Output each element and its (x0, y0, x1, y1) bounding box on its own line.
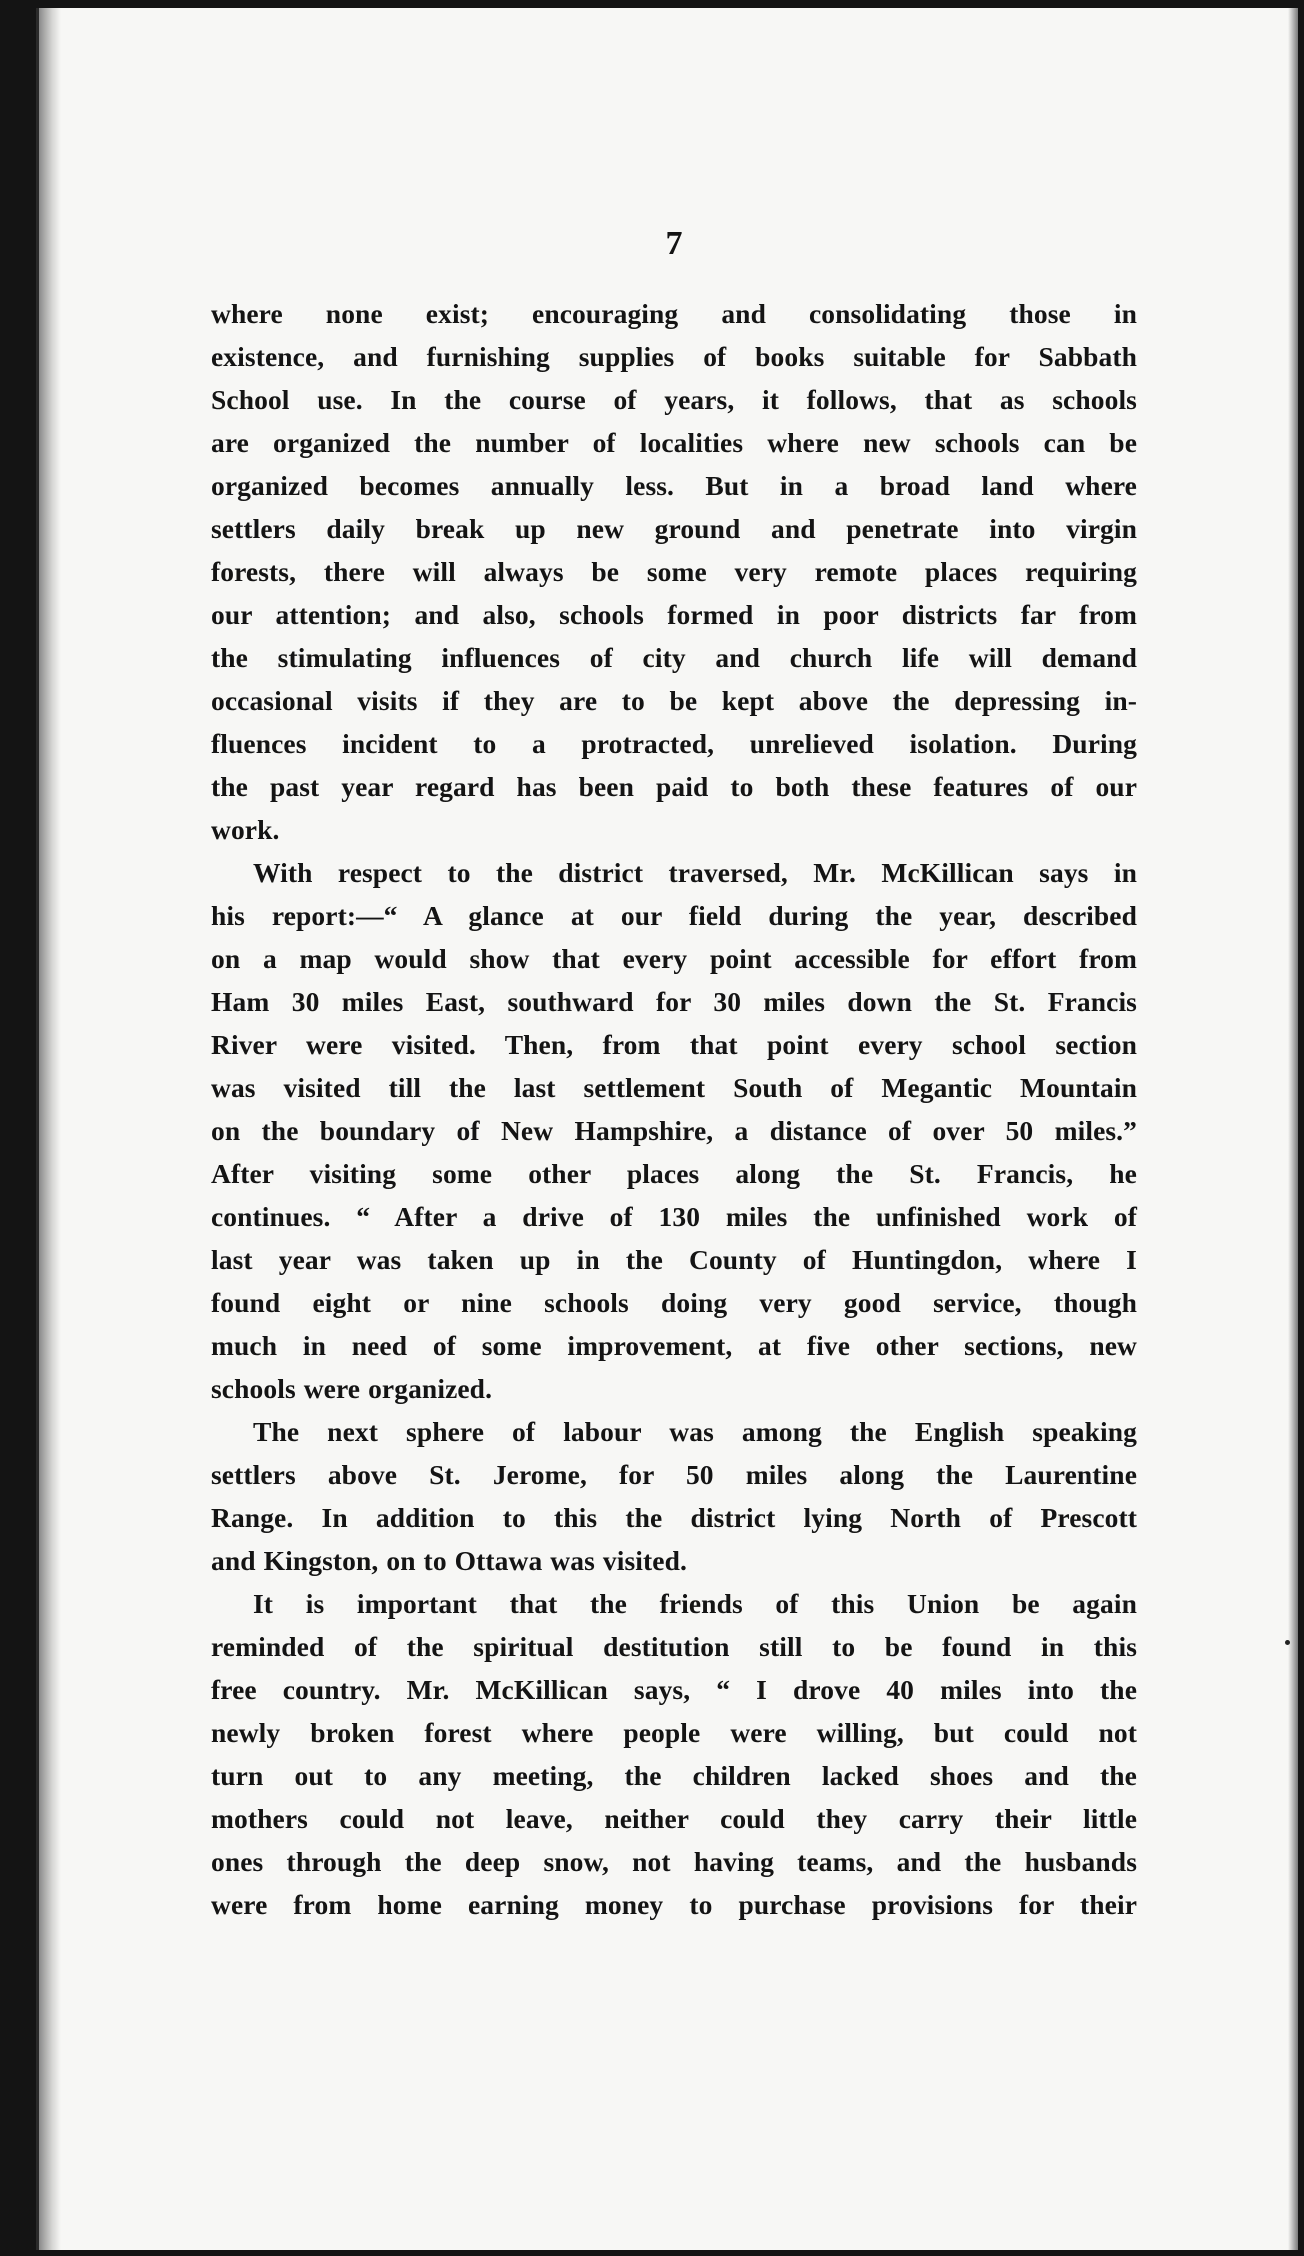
text-line: last year was taken up in the County of Huntingdon, where I (211, 1244, 1137, 1275)
text-line: River were visited. Then, from that point every school section (211, 1029, 1137, 1060)
text-line: Range. In addition to this the district lying North of Prescott (211, 1502, 1137, 1533)
text-line: forests, there will always be some very remote places requiring (211, 556, 1137, 587)
book-page (36, 8, 1298, 2250)
text-line: School use. In the course of years, it follows, that as schools (211, 384, 1137, 415)
text-line: turn out to any meeting, the children lacked shoes and the (211, 1760, 1137, 1791)
text-line: organized becomes annually less. But in a broad land where (211, 470, 1137, 501)
ink-speck (1285, 1640, 1290, 1645)
text-line: settlers above St. Jerome, for 50 miles along the Laurentine (211, 1459, 1137, 1490)
text-line: much in need of some improvement, at five other sections, new (211, 1330, 1137, 1361)
text-line: are organized the number of localities where new schools can be (211, 427, 1137, 458)
paragraph (211, 1582, 1137, 1926)
paragraph (211, 851, 1137, 1410)
text-line: were from home earning money to purchase provisions for their (211, 1889, 1137, 1920)
text-line: where none exist; encouraging and consolidating those in (211, 298, 1137, 329)
text-line: mothers could not leave, neither could they carry their little (211, 1803, 1137, 1834)
text-line: existence, and furnishing supplies of books suitable for Sabbath (211, 341, 1137, 372)
text-line: settlers daily break up new ground and penetrate into virgin (211, 513, 1137, 544)
text-line: Ham 30 miles East, southward for 30 miles down the St. Francis (211, 986, 1137, 1017)
text-line: reminded of the spiritual destitution still to be found in this (211, 1631, 1137, 1662)
text-line: continues. “ After a drive of 130 miles the unfinished work of (211, 1201, 1137, 1232)
text-line: schools were organized. (211, 1373, 493, 1404)
text-line: found eight or nine schools doing very good service, though (211, 1287, 1137, 1318)
page-number: 7 (665, 225, 683, 262)
paragraph (211, 292, 1137, 851)
paragraph (211, 1410, 1137, 1582)
text-line: and Kingston, on to Ottawa was visited. (211, 1545, 687, 1576)
text-line: was visited till the last settlement South of Megantic Mountain (211, 1072, 1137, 1103)
page-edge-shadow (1288, 8, 1298, 2250)
text-line: fluences incident to a protracted, unrelieved isolation. During (211, 728, 1137, 759)
text-line: newly broken forest where people were willing, but could not (211, 1717, 1137, 1748)
text-line: our attention; and also, schools formed in poor districts far from (211, 599, 1137, 630)
text-line: ones through the deep snow, not having teams, and the husbands (211, 1846, 1137, 1877)
text-line: on the boundary of New Hampshire, a distance of over 50 miles.” (211, 1115, 1137, 1146)
page-gutter-shadow (39, 8, 61, 2250)
text-line: work. (211, 814, 280, 845)
text-line: With respect to the district traversed, Mr. McKillican says in (253, 857, 1137, 888)
text-line: the stimulating influences of city and church life will demand (211, 642, 1137, 673)
text-line: occasional visits if they are to be kept above the depressing in- (211, 685, 1137, 716)
text-line: the past year regard has been paid to both these features of our (211, 771, 1137, 802)
text-line: It is important that the friends of this Union be again (253, 1588, 1137, 1619)
text-line: After visiting some other places along the St. Francis, he (211, 1158, 1137, 1189)
text-line: free country. Mr. McKillican says, “ I drove 40 miles into the (211, 1674, 1137, 1705)
text-line: on a map would show that every point accessible for effort from (211, 943, 1137, 974)
text-line: The next sphere of labour was among the English speaking (253, 1416, 1137, 1447)
text-line: his report:—“ A glance at our field during the year, described (211, 900, 1137, 931)
page-text-block (211, 224, 1137, 1926)
